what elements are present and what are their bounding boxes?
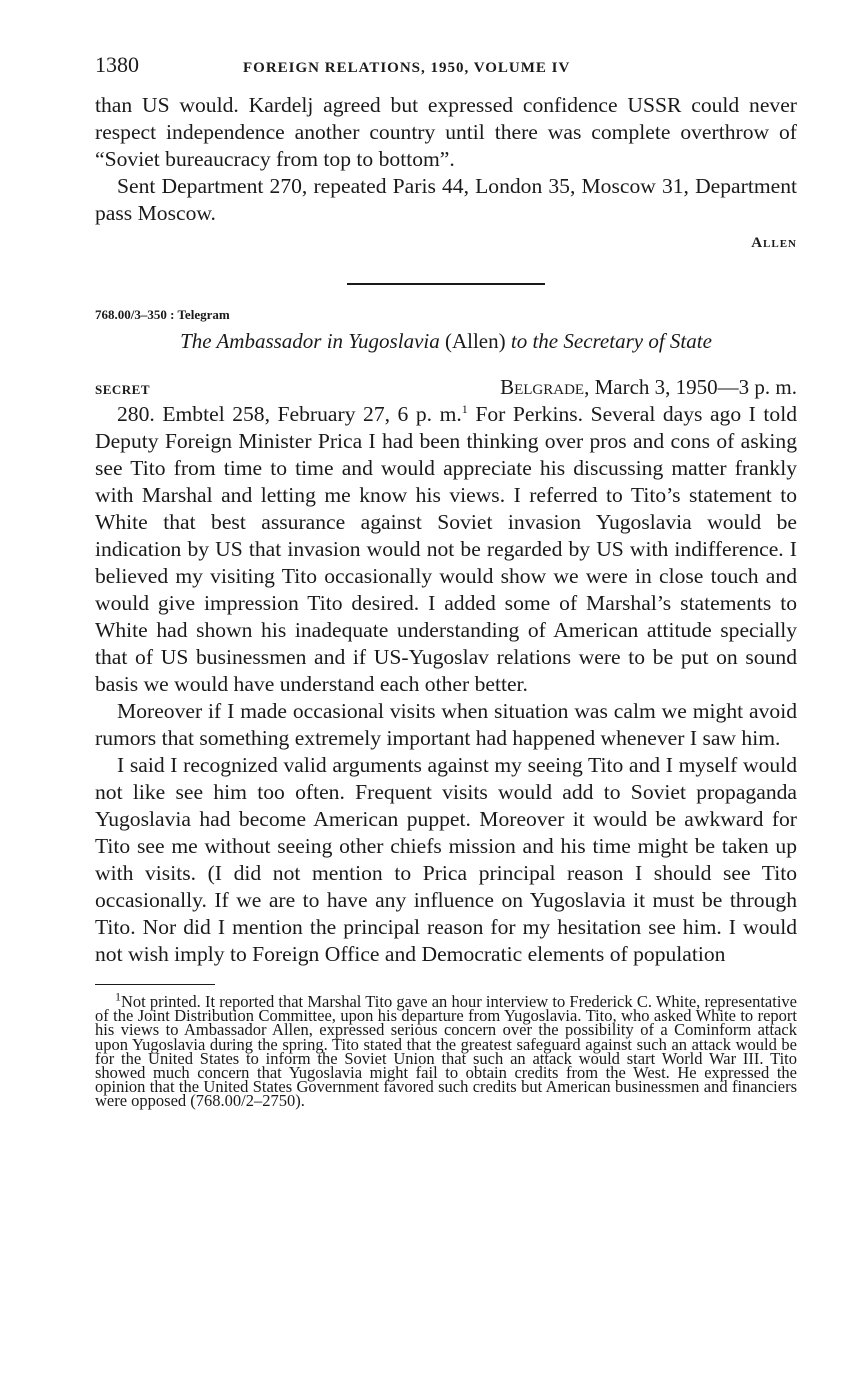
document-title-prefix: The Ambassador in Yugoslavia: [180, 329, 445, 353]
footnote: [95, 989, 797, 1111]
file-reference: 768.00/3–350 : Telegram: [95, 307, 230, 322]
footnote-divider: [95, 984, 215, 985]
footnote-reference: 1: [461, 401, 468, 416]
document-page: [95, 52, 797, 1109]
paragraph-2: Moreover if I made occasional visits when situation was calm we might avoid rumors that something extremely important had happened whenever I saw him.: [95, 699, 797, 750]
place-date: [500, 375, 797, 400]
page-number: 1380: [95, 52, 139, 77]
paragraph-1-start: 280. Embtel 258, February 27, 6 p. m.: [117, 402, 462, 426]
date: , March 3, 1950—3 p. m.: [584, 375, 797, 399]
document-title: [95, 329, 797, 369]
document-title-suffix: to the Secretary of State: [505, 329, 712, 353]
running-head-title: FOREIGN RELATIONS, 1950, VOLUME IV: [243, 60, 571, 76]
paragraph-1-rest: For Perkins. Several days ago I told Deputy Foreign Minister Prica I had been thinking over pros and cons of asking see Tito from time to time and would appreciate his discussing matter frankly with Marshal and letting me know his views. I referred to Tito’s statement to White that best assurance against Soviet invasion Yugoslavia would be indication by US that invasion would not be regarded by US with indifference. I believed my visiting Tito occasionally would show we were in close touch and would give impression Tito desired. I added some of Marshal’s statements to White had shown his inadequate understanding of American attitude specially that of US businessmen and if US-Yugoslav relations were to be put on sound basis we would have understand each other better.: [95, 402, 797, 696]
paragraph-1: [95, 401, 797, 698]
classification: SECRET: [95, 382, 151, 397]
document-title-name: (Allen): [444, 329, 506, 353]
signature: Allen: [751, 235, 797, 251]
running-head: [95, 52, 797, 92]
dateline: [95, 375, 797, 401]
sent-line: Sent Department 270, repeated Paris 44, London 35, Moscow 31, Department pass Moscow.: [95, 174, 797, 225]
continuation-paragraph: than US would. Kardelj agreed but expressed confidence USSR could never respect independence another country until there was complete overthrow of “Soviet bureaucracy from top to bottom”.: [95, 93, 797, 171]
place: Belgrade: [500, 375, 585, 399]
paragraph-3: I said I recognized valid arguments against my seeing Tito and I myself would not like see him too often. Frequent visits would add to Soviet propaganda Yugoslavia had become American puppet. Moreover it would be awkward for Tito see me without seeing other chiefs mission and his time might be taken up with visits. (I did not mention to Prica principal reason I should see Tito occasionally. If we are to have any influence on Yugoslavia it must be through Tito. Nor did I mention the principal reason for my hesitation see him. I would not wish imply to Foreign Office and Democratic elements of population: [95, 753, 797, 966]
footnote-text: Not printed. It reported that Marshal Tito gave an hour interview to Frederick C. White, representative of the Joint Distribution Committee, upon his departure from Yugoslavia. Tito, who asked White to report his views to Ambassador Allen, expressed serious concern over the possibility of a Cominform attack upon Yugoslavia during the spring. Tito stated that the greatest safeguard against such an attack would be for the United States to inform the Soviet Union that such an attack would start World War III. Tito showed much concern that Yugoslavia might fail to obtain credits from the West. He expressed the opinion that the United States Government favored such credits but American businessmen and financiers were opposed (768.00/2–2750).: [95, 992, 797, 1111]
section-divider: [347, 283, 545, 285]
footnote-marker: 1: [115, 989, 121, 1004]
